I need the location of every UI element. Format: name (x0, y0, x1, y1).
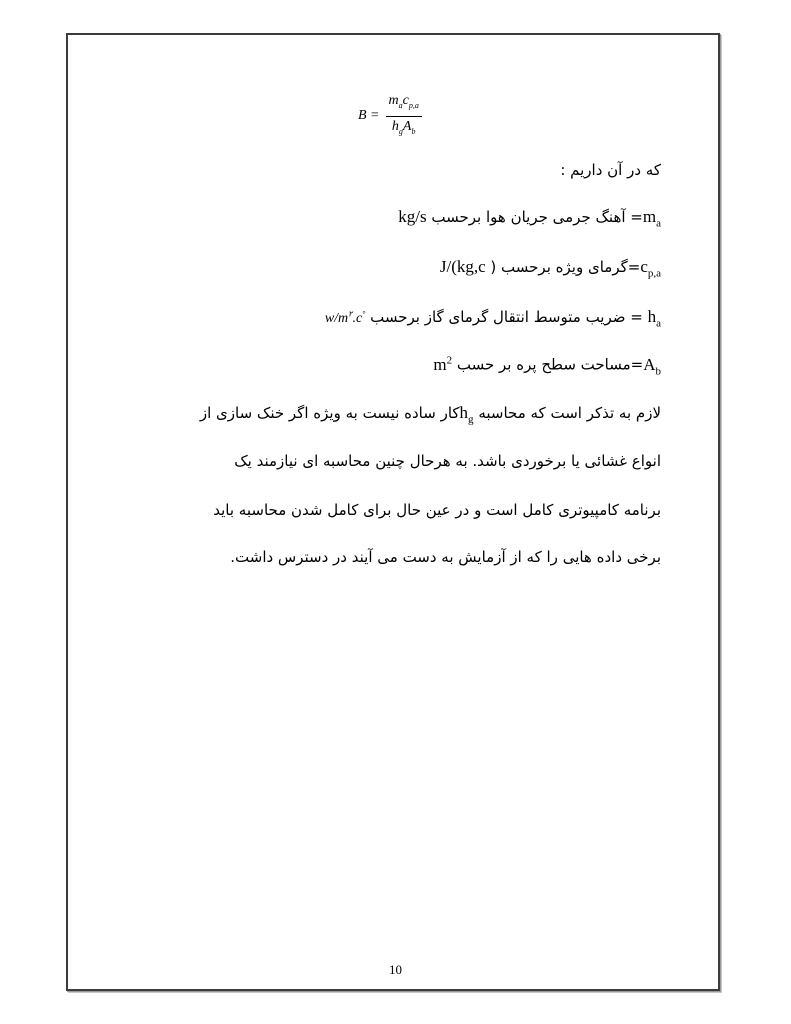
definition-blade-area: $A_b=مساحت$ سطح پره بر حسب $m^2$ (433, 354, 661, 378)
paragraph-line-3: برنامه کامپیوتری کامل است و در عین حال برای کامل شدن محاسبه باید (213, 501, 661, 519)
formula-lhs: B = (358, 108, 380, 124)
symbol: $m_a$ (642, 207, 661, 230)
symbol: $c_{p,a}$ (640, 257, 661, 280)
definition-heat-transfer-coefficient: $h_a$ = ضریب متوسط انتقال گرمای گاز برحسب $w/m^۲.c^\circ$ (324, 307, 661, 330)
formula-numerator: $m_ac_{p,a}$ (386, 92, 422, 117)
paragraph-line-2: انواع غشائی یا برخوردی باشد. به هرحال چنین محاسبه ای نیازمند یک (234, 452, 661, 470)
definition-specific-heat: $c_{p,a}=گرمای$ ویژه برحسب ( J/(kg,c (439, 257, 661, 280)
formula-denominator: $h_gA_b$ (391, 118, 416, 136)
intro-line: که در آن داریم : (560, 161, 661, 179)
symbol: $h_a$ (647, 307, 661, 330)
symbol: $A_b$ (643, 354, 661, 378)
formula-fraction (386, 92, 422, 141)
definition-mass-flow: $m_a=$ آهنگ جرمی جریان هوا برحسب kg/s (398, 207, 661, 230)
paragraph-line-1: لازم به تذکر است که محاسبه $h_gکار$ ساده نیست به ویژه اگر خنک سازی از (199, 403, 661, 426)
formula (358, 92, 422, 141)
paragraph-line-4: برخی داده هایی را که از آزمایش به دست می آیند در دسترس داشت. (230, 548, 661, 566)
page-number: 10 (389, 962, 402, 977)
